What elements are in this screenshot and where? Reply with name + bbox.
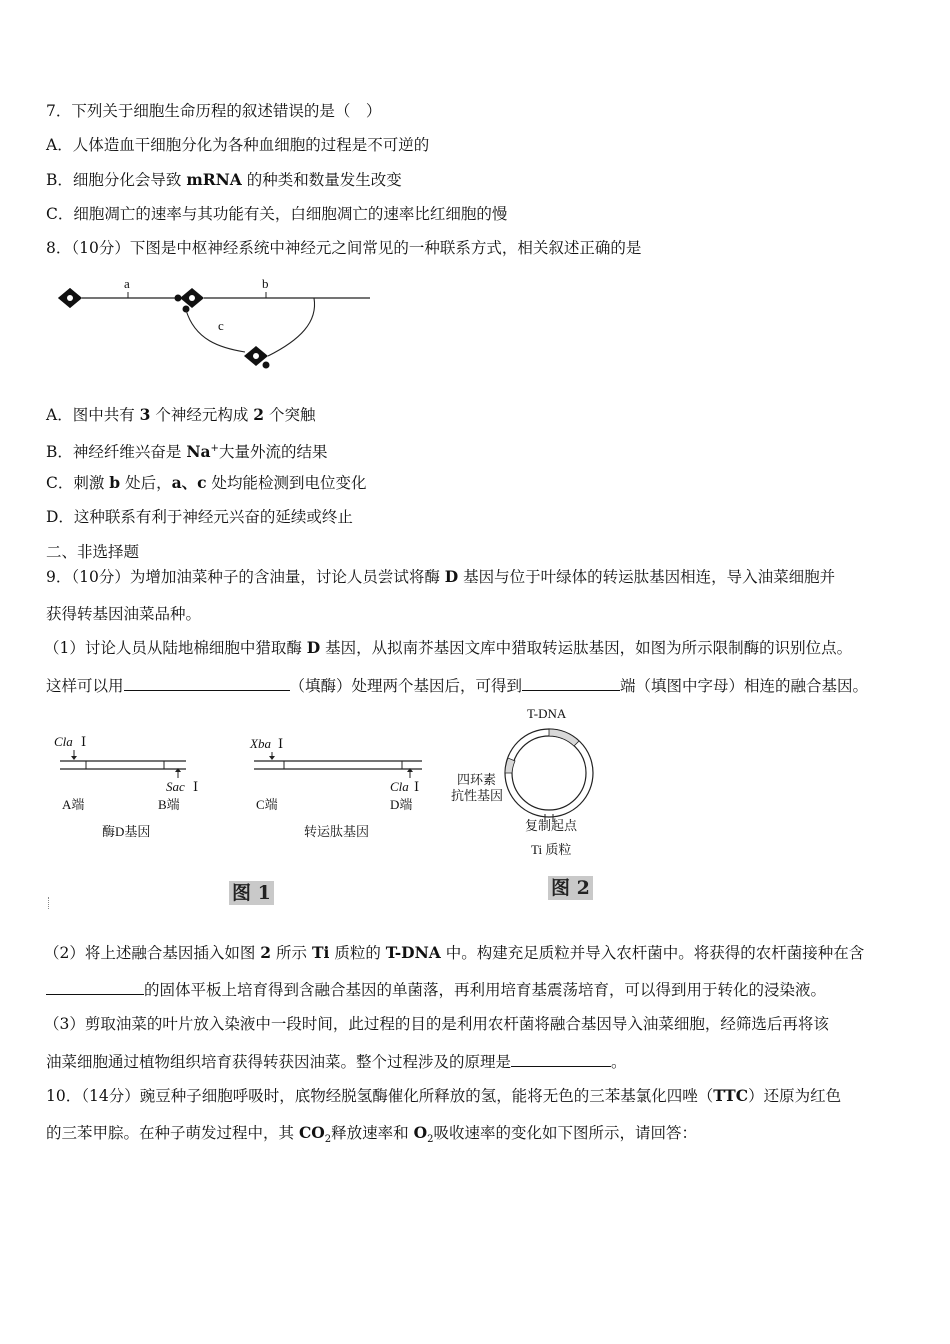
tdna-label: T-DNA [527, 706, 567, 721]
q10-line1 [46, 1086, 841, 1106]
q9-p3-text: 油菜细胞通过植物组织培育获得转获因油菜。整个过程涉及的原理是 [46, 1053, 512, 1071]
q8-a-text: A．图中共有 [46, 406, 140, 424]
q8-b-text-2: 大量外流的结果 [218, 443, 328, 462]
q7-b-text-2: 的种类和数量发生改变 [241, 171, 402, 189]
q9-p2-text-2: 所示 [271, 944, 312, 962]
q10-sub-2: 2 [427, 1134, 434, 1146]
q10-line2-text-2: 释放速率和 [331, 1124, 414, 1142]
tet-label-2: 抗性基因 [451, 788, 504, 803]
q8-b-sup: + [210, 443, 219, 454]
answer-blank-medium[interactable] [46, 980, 144, 995]
q10-text: 10．（14分）豌豆种子细胞呼吸时，底物经脱氢酶催化所释放的氢，能将无色的三苯基氯化四唑（ [46, 1087, 714, 1105]
q9-p2-line2-text: 的固体平板上培育得到含融合基因的单菌落，再利用培育基震荡培育，可以得到用于转化的浸染液。 [144, 981, 827, 999]
q9-p1-line2-text-3: 端（填图中字母）相连的融合基因。 [620, 677, 869, 695]
q8-c-text-2: 处后， [120, 474, 172, 492]
q9-stem-d: D [444, 567, 459, 586]
q9-part1-line2 [46, 676, 868, 696]
q8-c-ac: a、c [171, 473, 207, 492]
q9-p1-line2-text: 这样可以用 [46, 677, 124, 695]
gene1-end-b: B端 [158, 797, 180, 812]
q10-ttc: TTC [713, 1086, 749, 1105]
q8-option-d: D．这种联系有利于神经元兴奋的延续或终止 [46, 508, 353, 526]
q9-p2-text-4: 中。构建充足质粒并导入农杆菌中。将获得的农杆菌接种在含 [440, 944, 865, 962]
q10-sub-1: 2 [324, 1134, 332, 1146]
q9-p1-text-2: 基因，从拟南芥基因文库中猎取转运肽基因，如图为所示限制酶的识别位点。 [320, 639, 853, 657]
q9-part2-line1 [44, 943, 864, 963]
q9-stem-text-2: 基因与位于叶绿体的转运肽基因相连，导入油菜细胞并 [458, 568, 836, 586]
q10-text-2: ）还原为红色 [748, 1087, 842, 1105]
q8-c-b: b [109, 473, 121, 492]
neuron-2 [180, 288, 370, 352]
section-heading: 二、非选择题 [46, 543, 140, 561]
q9-p2-num: 2 [260, 943, 272, 962]
label-b: b [262, 276, 269, 291]
q8-option-c [46, 473, 367, 493]
figure-2-ti-plasmid [445, 704, 615, 864]
label-a: a [124, 276, 130, 291]
gene2-enzyme-top: Xba [250, 736, 271, 751]
q7-option-b [46, 170, 402, 190]
q9-p1-line2-text-2: （填酶）处理两个基因后，可得到 [289, 677, 523, 695]
gene2-enzyme-bottom: Cla [390, 779, 409, 794]
gene1-caption: 酶D基因 [102, 824, 151, 839]
figure-2-title: 图 2 [548, 876, 593, 900]
gene1-enzyme-top-num: Ⅰ [81, 734, 87, 749]
neuron-diagram [50, 270, 380, 380]
answer-blank-principle[interactable] [511, 1052, 611, 1067]
gene1-enzyme-bottom: Sac [166, 779, 185, 794]
q7-stem: 7．下列关于细胞生命历程的叙述错误的是（ ） [46, 102, 382, 120]
q9-p2-text: （2）将上述融合基因插入如图 [44, 944, 261, 962]
gene2-enzyme-bottom-num: Ⅰ [414, 779, 420, 794]
q9-part3-line2 [46, 1052, 627, 1072]
q8-c-text-3: 处均能检测到电位变化 [206, 474, 367, 492]
q8-a-num1: 3 [139, 405, 151, 424]
q10-co2: CO [298, 1123, 325, 1142]
plasmid-label: Ti 质粒 [531, 842, 572, 857]
tdna-segment [549, 729, 579, 746]
gene2-end-c: C端 [256, 797, 278, 812]
margin-mark [48, 897, 51, 909]
answer-blank-enzyme[interactable] [124, 676, 290, 691]
q9-part2-line2 [46, 980, 826, 1000]
origin-label: 复制起点 [525, 818, 578, 833]
tet-label-1: 四环素 [457, 772, 497, 787]
q7-option-c: C．细胞凋亡的速率与其功能有关，白细胞凋亡的速率比红细胞的慢 [46, 205, 508, 223]
gene1-enzyme-top: Cla [54, 734, 73, 749]
q9-p1-d: D [306, 638, 321, 657]
neuron-3 [244, 298, 315, 369]
q9-part1-line1 [44, 638, 852, 658]
gene-transit-peptide [249, 736, 422, 839]
q9-p2-tdna: T-DNA [385, 943, 441, 962]
q9-part3-line1: （3）剪取油菜的叶片放入染液中一段时间，此过程的目的是利用农杆菌将融合基因导入油菜细胞，经筛选后再将该 [44, 1015, 829, 1033]
q8-a-text-3: 个突触 [264, 406, 316, 424]
figure-1-title: 图 1 [229, 881, 274, 905]
answer-blank-ends[interactable] [522, 676, 620, 691]
gene-enzyme-d [54, 734, 198, 839]
figure-1-genes [50, 732, 440, 852]
q8-a-num2: 2 [253, 405, 265, 424]
q8-stem: 8．（10分）下图是中枢神经系统中神经元之间常见的一种联系方式，相关叙述正确的是 [46, 239, 642, 257]
q7-b-mrna: mRNA [186, 170, 242, 189]
gene1-end-a: A端 [62, 797, 85, 812]
q10-line2-text-3: 吸收速率的变化如下图所示，请回答： [433, 1124, 697, 1142]
q9-stem-line2: 获得转基因油菜品种。 [46, 605, 202, 623]
q10-line2 [46, 1123, 697, 1150]
gene2-enzyme-top-num: Ⅰ [278, 736, 284, 751]
label-c: c [218, 318, 224, 333]
q7-option-a: A．人体造血干细胞分化为各种血细胞的过程是不可逆的 [46, 136, 430, 154]
gene2-caption: 转运肽基因 [304, 824, 370, 839]
q8-b-text: B．神经纤维兴奋是 [46, 443, 187, 462]
gene1-enzyme-bottom-num: Ⅰ [193, 779, 199, 794]
gene2-end-d: D端 [390, 797, 413, 812]
q8-c-text: C．刺激 [46, 474, 110, 492]
q9-p3-text-2: 。 [611, 1053, 627, 1071]
q9-stem-text: 9．（10分）为增加油菜种子的含油量，讨论人员尝试将酶 [46, 568, 445, 586]
q9-p2-ti: Ti [311, 943, 330, 962]
q10-o2: O [413, 1123, 428, 1142]
q10-line2-text: 的三苯甲腙。在种子萌发过程中，其 [46, 1124, 299, 1142]
q9-p1-text: （1）讨论人员从陆地棉细胞中猎取酶 [44, 639, 307, 657]
q8-a-text-2: 个神经元构成 [150, 406, 254, 424]
neuron-1 [58, 288, 182, 308]
q9-stem-line1 [46, 567, 835, 587]
q8-b-na: Na [186, 442, 211, 462]
q9-p2-text-3: 质粒的 [329, 944, 386, 962]
q8-option-b [46, 439, 327, 462]
q7-b-text: B．细胞分化会导致 [46, 171, 187, 189]
q8-option-a [46, 405, 316, 425]
